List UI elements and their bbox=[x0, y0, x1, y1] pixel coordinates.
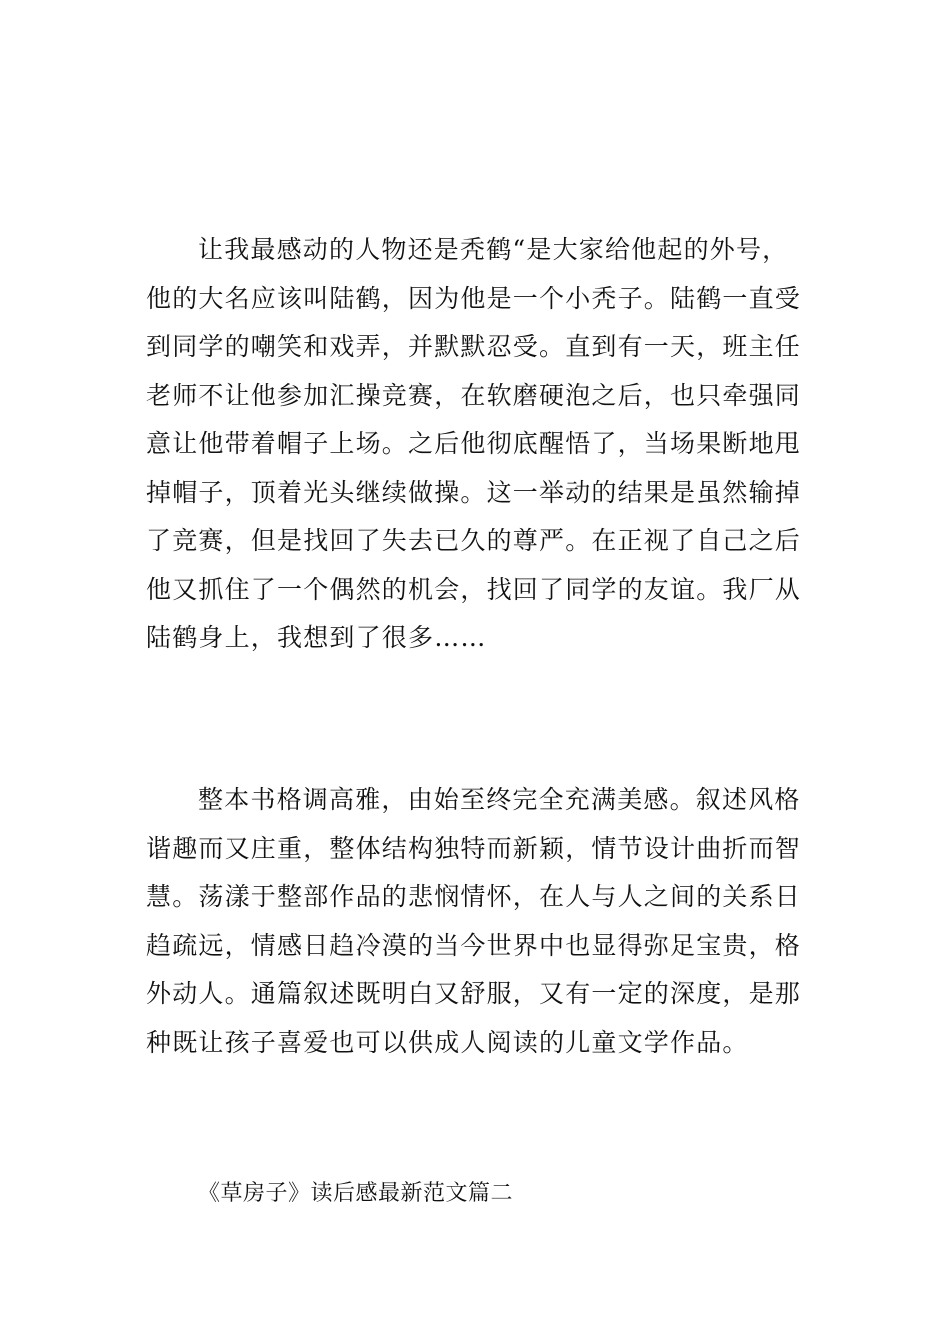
paragraph-line: 慧。荡漾于整部作品的悲悯情怀，在人与人之间的关系日 bbox=[146, 882, 802, 911]
paragraph-line: 老师不让他参加汇操竞赛，在软磨硬泡之后，也只牵强同 bbox=[146, 380, 802, 410]
section-heading: 《草房子》读后感最新范文篇二 bbox=[198, 1181, 514, 1206]
paragraph-line: 种既让孩子喜爱也可以供成人阅读的儿童文学作品。 bbox=[146, 1027, 749, 1057]
paragraph-line: 他的大名应该叫陆鹤，因为他是一个小秃子。陆鹤一直受 bbox=[146, 283, 802, 313]
paragraph-line: 外动人。通篇叙述既明白又舒服，又有一定的深度，是那 bbox=[146, 979, 802, 1008]
paragraph-line: 到同学的嘲笑和戏弄，并默默忍受。直到有一天，班主任 bbox=[146, 332, 802, 361]
paragraph-line: 了竞赛，但是找回了失去已久的尊严。在正视了自己之后 bbox=[146, 526, 802, 555]
paragraph-line: 整本书格调高雅，由始至终完全充满美感。叙述风格 bbox=[198, 785, 801, 814]
paragraph-line: 谐趣而又庄重，整体结构独特而新颖，情节设计曲折而智 bbox=[146, 833, 802, 863]
paragraph-2 bbox=[146, 776, 806, 1067]
paragraph-line: 掉帽子，顶着光头继续做操。这一举动的结果是虽然输掉 bbox=[146, 477, 802, 507]
paragraph-line: 陆鹤身上，我想到了很多…… bbox=[146, 623, 487, 652]
paragraph-line: 趋疏远，情感日趋冷漠的当今世界中也显得弥足宝贵，格 bbox=[146, 930, 802, 960]
paragraph-1 bbox=[146, 226, 806, 663]
paragraph-line: 他又抓住了一个偶然的机会，找回了同学的友谊。我厂从 bbox=[146, 574, 802, 604]
paragraph-line: 意让他带着帽子上场。之后他彻底醒悟了，当场果断地甩 bbox=[146, 429, 802, 458]
paragraph-line: 让我最感动的人物还是秃鹤“是大家给他起的外号， bbox=[198, 235, 789, 264]
